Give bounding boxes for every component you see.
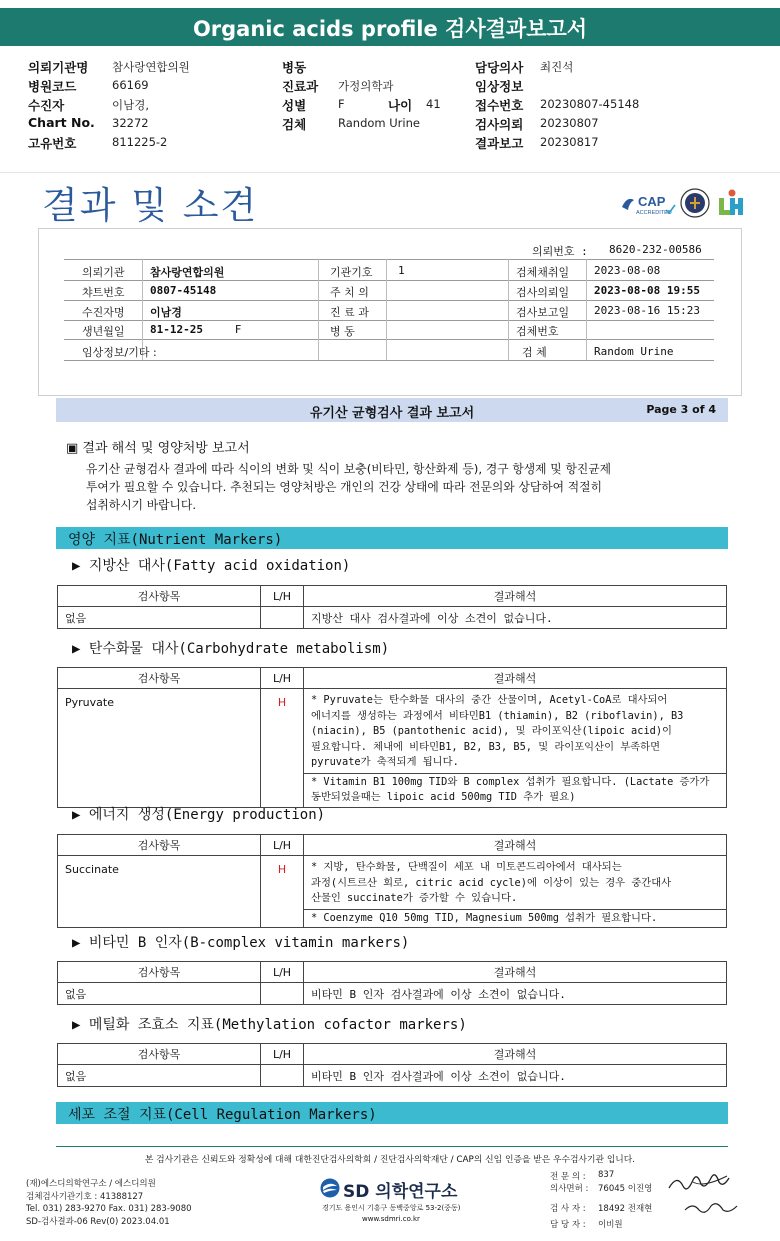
- info-cell-b: 81-12-25: [150, 323, 203, 336]
- info-cell-b: 0807-45148: [150, 284, 217, 297]
- info-cell-a: 챠트번호: [82, 286, 125, 299]
- info-cell-e: 검체번호: [516, 325, 559, 338]
- svg-text:CAP: CAP: [638, 194, 666, 209]
- age-label: 나이: [388, 98, 413, 113]
- specimen-label: 검 체: [522, 346, 547, 359]
- info-cell-c: 병 동: [330, 325, 355, 338]
- result-line: * 지방, 탄수화물, 단백질이 세포 내 미토콘드리아에서 대사되는: [311, 861, 622, 873]
- sign-value: 837: [598, 1170, 615, 1180]
- carbohydrate-table: [57, 667, 727, 808]
- lh-cell: [261, 1065, 304, 1087]
- svg-text:ACCREDITED: ACCREDITED: [636, 210, 672, 216]
- result-line: 과정(시트르산 회로, citric acid cycle)에 이상이 있는 경우 중간대사: [311, 876, 672, 889]
- seal-logo: [680, 188, 710, 218]
- col-result: 결과해석: [304, 586, 727, 607]
- prescription-cell: [304, 909, 727, 927]
- cap-logo: [618, 190, 676, 220]
- prescription-cell: [304, 773, 727, 807]
- info-cell-f: 2023-08-08: [594, 264, 661, 277]
- nutrient-markers-title: 영양 지표(Nutrient Markers): [68, 532, 283, 548]
- result-line: (niacin), B5 (pantothenic acid), 및 라이포익산(lipoic acid)이: [311, 725, 672, 737]
- header-field-label: 검체: [282, 117, 307, 132]
- prescription-line: 동반되었을때는 lipoic acid 500mg TID 추가 필요): [311, 791, 576, 803]
- info-cell-c: 기관기호: [330, 266, 373, 279]
- header-field-label: 진료과: [282, 79, 319, 94]
- col-item: 검사항목: [58, 1044, 261, 1065]
- sign-label: 의사면허 :: [550, 1184, 589, 1194]
- energy-table: [57, 834, 727, 928]
- divider: [318, 259, 319, 360]
- divider: [508, 259, 509, 360]
- lh-cell: H: [261, 856, 304, 928]
- header-field-label: 결과보고: [475, 136, 524, 151]
- sd-logo-icon: [320, 1178, 340, 1198]
- sd-brand: [320, 1176, 460, 1200]
- header-field-value: 811225-2: [112, 135, 168, 149]
- prescription-line: * Coenzyme Q10 50mg TID, Magnesium 500mg 섭취가 필요합니다.: [311, 911, 658, 924]
- info-cell-f: 2023-08-08 19:55: [594, 284, 700, 297]
- divider: [586, 259, 587, 360]
- header-field-value: 참사랑연합의원: [112, 60, 190, 74]
- lh-cell: [261, 983, 304, 1005]
- divider: [64, 280, 714, 281]
- item-cell: Succinate: [58, 856, 261, 928]
- header-field-value: Random Urine: [338, 116, 420, 130]
- info-sex: F: [235, 323, 242, 336]
- seal-icon: [680, 188, 710, 218]
- result-cell: [304, 856, 727, 910]
- interpretation-text: [86, 460, 611, 514]
- lh-logo-icon: [716, 188, 744, 218]
- b-vitamin-table: [57, 961, 727, 1005]
- header-field-value: F: [338, 97, 345, 111]
- col-item: 검사항목: [58, 962, 261, 983]
- footer-line: Tel. 031) 283-9270 Fax. 031) 283-9080: [26, 1204, 192, 1214]
- lh-cell: [261, 607, 304, 629]
- footer-line: (재)에스디의학연구소 / 에스디의원: [26, 1179, 156, 1189]
- signature-image: [663, 1166, 763, 1226]
- page-indicator: Page 3 of 4: [646, 403, 716, 416]
- sd-website: www.sdmri.co.kr: [362, 1215, 420, 1223]
- col-lh: L/H: [261, 1044, 304, 1065]
- fatty-acid-table: [57, 585, 727, 629]
- age-value: 41: [426, 97, 441, 111]
- sign-value: 76045 이진영: [598, 1184, 653, 1194]
- footer-divider: [56, 1146, 728, 1147]
- col-result: 결과해석: [304, 835, 727, 856]
- clinical-label: 임상정보/기타 :: [82, 346, 157, 359]
- report-bar-title: 유기산 균형검사 결과 보고서: [309, 406, 475, 421]
- carbohydrate-title: ▶ 탄수화물 대사(Carbohydrate metabolism): [72, 641, 390, 657]
- methylation-title: ▶ 메틸화 조효소 지표(Methylation cofactor markers): [72, 1017, 467, 1033]
- col-result: 결과해석: [304, 1044, 727, 1065]
- lh-cell: H: [261, 689, 304, 808]
- prescription-line: * Vitamin B1 100mg TID와 B complex 섭취가 필요합니다. (Lactate 증가가: [311, 775, 710, 788]
- signatures: [663, 1166, 763, 1226]
- divider: [64, 259, 714, 260]
- header-field-label: 접수번호: [475, 98, 524, 113]
- header-field-value: 가정의학과: [338, 79, 394, 93]
- info-cell-e: 검체채취일: [516, 266, 570, 279]
- result-cell: 지방산 대사 검사결과에 이상 소견이 없습니다.: [304, 607, 727, 629]
- cell-regulation-bar: [56, 1102, 728, 1124]
- col-lh: L/H: [261, 586, 304, 607]
- divider: [64, 360, 714, 361]
- col-lh: L/H: [261, 668, 304, 689]
- specimen-value: Random Urine: [594, 345, 674, 358]
- interpretation-heading: ▣ 결과 해석 및 영양처방 보고서: [66, 441, 250, 456]
- header-field-label: 의뢰기관명: [28, 60, 89, 75]
- methylation-table: [57, 1043, 727, 1087]
- energy-title: ▶ 에너지 생성(Energy production): [72, 807, 326, 823]
- sign-value: 18492 전재현: [598, 1204, 653, 1214]
- header-field-label: 병원코드: [28, 79, 77, 94]
- header-field-value: 이남경,: [112, 98, 149, 112]
- sign-label: 담 당 자 :: [550, 1220, 586, 1230]
- header-field-label: 임상정보: [475, 79, 524, 94]
- divider: [64, 339, 714, 340]
- divider: [64, 320, 714, 321]
- header-field-label: 수진자: [28, 98, 65, 113]
- divider: [386, 259, 387, 360]
- info-cell-a: 의뢰기관: [82, 266, 125, 279]
- header-field-value: 66169: [112, 78, 149, 92]
- header-field-label: 병동: [282, 60, 307, 75]
- header-field-value: 20230817: [540, 135, 599, 149]
- result-line: 필요합니다. 체내에 비타민B1, B2, B3, B5, 및 라이포익산이 부족하면: [311, 740, 661, 753]
- result-line: pyruvate가 축적되게 됩니다.: [311, 756, 459, 768]
- footer-line: SD-검사결과-06 Rev(0) 2023.04.01: [26, 1216, 170, 1227]
- interpretation-line: 섭취하시기 바랍니다.: [86, 498, 197, 512]
- result-line: * Pyruvate는 탄수화물 대사의 중간 산물이며, Acetyl-CoA로 대사되어: [311, 694, 668, 706]
- info-cell-c: 진 료 과: [330, 306, 369, 319]
- info-cell-b: 이남경: [150, 306, 182, 319]
- info-cell-a: 생년월일: [82, 325, 125, 338]
- sign-label: 검 사 자 :: [550, 1204, 586, 1214]
- interpretation-line: 유기산 균형검사 결과에 따라 식이의 변화 및 식이 보충(비타민, 항산화제 등), 경구 항생제 및 항진균제: [86, 462, 612, 476]
- result-cell: 비타민 B 인자 검사결과에 이상 소견이 없습니다.: [304, 983, 727, 1005]
- request-no: 8620-232-00586: [609, 243, 702, 256]
- col-result: 결과해석: [304, 668, 727, 689]
- info-cell-c: 주 치 의: [330, 286, 369, 299]
- info-cell-a: 수진자명: [82, 306, 125, 319]
- info-cell-e: 검사의뢰일: [516, 286, 570, 299]
- header-field-label: 검사의뢰: [475, 117, 524, 132]
- section-title: 결과 및 소견: [42, 184, 259, 227]
- header-field-value: 32272: [112, 116, 149, 130]
- lh-logo: [716, 188, 744, 218]
- sd-address: 경기도 용인시 기흥구 동백중앙로 53-2(중동): [322, 1204, 461, 1212]
- fatty-acid-title: ▶ 지방산 대사(Fatty acid oxidation): [72, 558, 351, 574]
- item-cell: 없음: [58, 1065, 261, 1087]
- col-item: 검사항목: [58, 668, 261, 689]
- header-field-label: 성별: [282, 98, 307, 113]
- header-field-value: 20230807: [540, 116, 599, 130]
- result-line: 에너지를 생성하는 과정에서 비타민B1 (thiamin), B2 (riboflavin), B3: [311, 709, 684, 722]
- header-field-label: Chart No.: [28, 115, 95, 130]
- cap-logo-icon: [618, 190, 676, 220]
- header-field-label: 고유번호: [28, 136, 77, 151]
- footer-address: [26, 1178, 192, 1228]
- result-cell: 비타민 B 인자 검사결과에 이상 소견이 없습니다.: [304, 1065, 727, 1087]
- col-result: 결과해석: [304, 962, 727, 983]
- col-item: 검사항목: [58, 586, 261, 607]
- col-lh: L/H: [261, 962, 304, 983]
- header-field-value: 20230807-45148: [540, 97, 640, 111]
- interpretation-line: 투여가 필요할 수 있습니다. 추천되는 영양처방은 개인의 건강 상태에 따라 전문의와 상담하여 적절히: [86, 480, 602, 494]
- sd-brand-name: SD 의학연구소: [343, 1182, 458, 1202]
- sign-value: 이비원: [598, 1220, 623, 1230]
- report-bar: [56, 398, 728, 422]
- header-field-value: 최진석: [540, 60, 574, 74]
- col-lh: L/H: [261, 835, 304, 856]
- result-cell: [304, 689, 727, 774]
- header-field-label: 담당의사: [475, 60, 524, 75]
- result-line: 산물인 succinate가 증가할 수 있습니다.: [311, 892, 518, 904]
- divider: [64, 300, 714, 301]
- info-cell-e: 검사보고일: [516, 306, 570, 319]
- info-cell-d: 1: [398, 264, 405, 277]
- col-item: 검사항목: [58, 835, 261, 856]
- request-no-label: 의뢰번호 :: [532, 245, 588, 258]
- item-cell: 없음: [58, 983, 261, 1005]
- nutrient-markers-bar: [56, 527, 728, 549]
- cell-regulation-title: 세포 조절 지표(Cell Regulation Markers): [68, 1107, 377, 1123]
- item-cell: 없음: [58, 607, 261, 629]
- b-vitamin-title: ▶ 비타민 B 인자(B-complex vitamin markers): [72, 935, 410, 951]
- info-cell-f: 2023-08-16 15:23: [594, 304, 700, 317]
- report-title: Organic acids profile 검사결과보고서: [0, 8, 780, 46]
- info-cell-b: 참사랑연합의원: [150, 266, 225, 279]
- item-cell: Pyruvate: [58, 689, 261, 808]
- footer-notice: 본 검사기관은 신뢰도와 정확성에 대해 대한진단검사의학회 / 진단검사의학재단 / CAP의 신임 인증을 받은 우수검사기관 입니다.: [144, 1155, 636, 1165]
- sign-label: 전 문 의 :: [550, 1172, 586, 1182]
- footer-line: 검체검사기관기호 : 41388127: [26, 1191, 144, 1202]
